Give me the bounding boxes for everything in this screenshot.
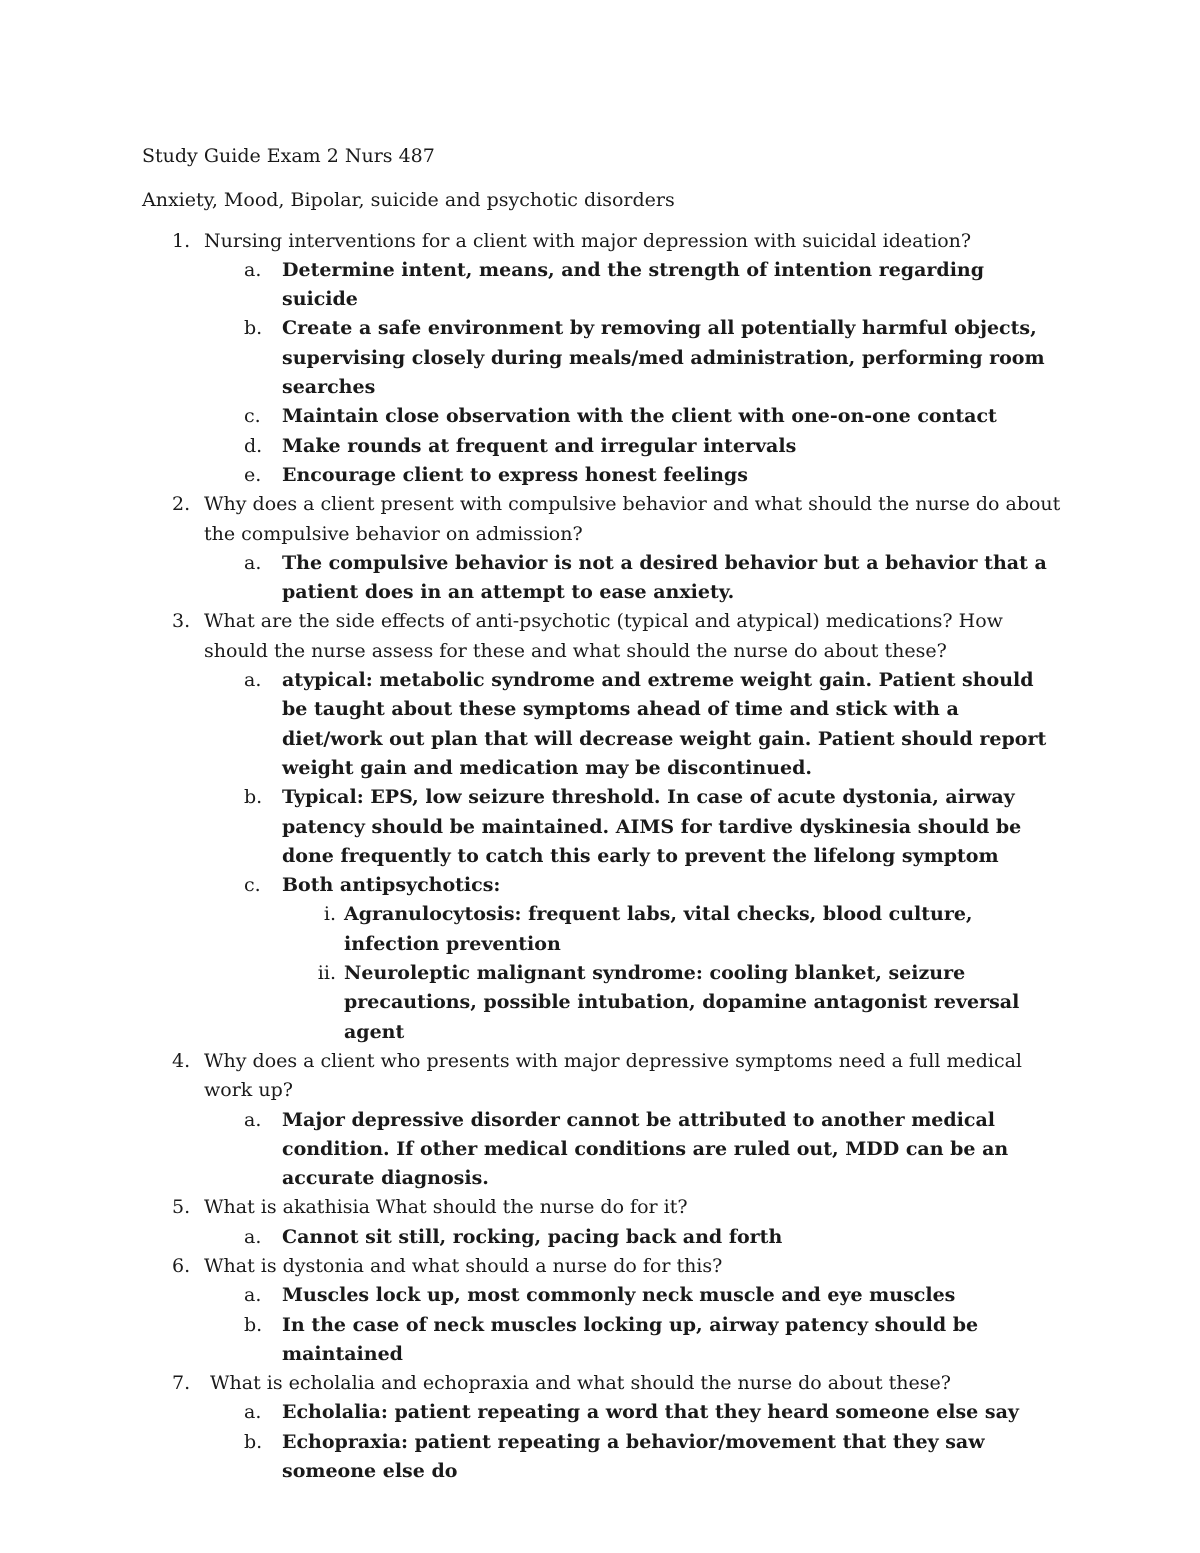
answer-letter: b. <box>244 1313 263 1336</box>
answer-text: Major depressive disorder cannot be attributed to another medical condition. If other medical conditions are ruled out, MDD can be an accurate diagnosis. <box>282 1108 1009 1190</box>
question-number: 2. <box>172 493 191 516</box>
answer-1a <box>142 256 1062 315</box>
answer-text: Agranulocytosis: frequent labs, vital checks, blood culture, infection prevention <box>344 903 973 955</box>
answer-3b <box>142 783 1062 871</box>
answer-text: Determine intent, means, and the strength of intention regarding suicide <box>282 258 985 311</box>
question-2 <box>142 490 1062 549</box>
answer-letter: c. <box>244 874 261 897</box>
question-text: Why does a client who presents with major depressive symptoms need a full medical work up? <box>204 1049 1023 1102</box>
answer-letter: c. <box>244 405 261 428</box>
answer-3a <box>142 666 1062 783</box>
question-text: Why does a client present with compulsive behavior and what should the nurse do about the compulsive behavior on admission? <box>204 493 1061 545</box>
question-1 <box>142 227 1062 256</box>
answer-letter: b. <box>244 317 263 340</box>
answer-4a <box>142 1106 1062 1194</box>
question-4 <box>142 1047 1062 1106</box>
answer-1b <box>142 314 1062 402</box>
answer-text: Make rounds at frequent and irregular intervals <box>282 434 797 457</box>
question-number: 3. <box>172 610 191 633</box>
answer-7b <box>142 1428 1062 1487</box>
question-5 <box>142 1193 1062 1222</box>
question-number: 6. <box>172 1254 191 1277</box>
answer-1c <box>142 402 1062 431</box>
question-number: 5. <box>172 1196 191 1219</box>
answer-roman-numeral: i. <box>323 903 336 926</box>
question-text: Nursing interventions for a client with major depression with suicidal ideation? <box>204 229 972 252</box>
question-6 <box>142 1252 1062 1281</box>
answer-letter: a. <box>244 1108 262 1131</box>
answer-text: Both antipsychotics: <box>282 874 501 897</box>
answer-text: Encourage client to express honest feelings <box>282 463 748 486</box>
answer-7a <box>142 1398 1062 1427</box>
question-text: What is dystonia and what should a nurse do for this? <box>204 1254 723 1277</box>
answer-text: Create a safe environment by removing all potentially harmful objects, supervising closely during meals/med administration, performing room searches <box>282 317 1045 399</box>
answer-3c-i <box>142 900 1062 959</box>
question-7 <box>142 1369 1062 1398</box>
answer-roman-numeral: ii. <box>317 962 336 985</box>
question-text: What is echolalia and echopraxia and what should the nurse do about these? <box>210 1372 951 1395</box>
answer-letter: b. <box>244 786 263 809</box>
answer-letter: a. <box>244 669 262 692</box>
answer-text: Typical: EPS, low seizure threshold. In case of acute dystonia, airway patency should be maintained. AIMS for tardive dyskinesia should be done frequently to catch this early to prevent the lifelong symptom <box>282 786 1022 867</box>
question-number: 1. <box>172 229 191 252</box>
question-number: 4. <box>172 1049 191 1072</box>
answer-text: Muscles lock up, most commonly neck muscle and eye muscles <box>282 1284 956 1307</box>
answer-letter: a. <box>244 551 262 574</box>
answer-5a <box>142 1223 1062 1252</box>
document-page <box>142 142 1062 1486</box>
question-number: 7. <box>172 1372 191 1395</box>
answer-letter: a. <box>244 258 262 281</box>
answer-letter: d. <box>244 434 263 457</box>
answer-text: Echopraxia: patient repeating a behavior/movement that they saw someone else do <box>282 1430 985 1483</box>
answer-text: Cannot sit still, rocking, pacing back and forth <box>282 1225 783 1248</box>
answer-6a <box>142 1281 1062 1310</box>
answer-6b <box>142 1311 1062 1370</box>
answer-text: atypical: metabolic syndrome and extreme weight gain. Patient should be taught about these symptoms ahead of time and stick with a diet/work out plan that will decrease weight gain. Patient should report weight gain and medication may be discontinued. <box>282 669 1047 779</box>
answer-1e <box>142 461 1062 490</box>
document-subtitle: Anxiety, Mood, Bipolar, suicide and psychotic disorders <box>142 189 675 212</box>
answer-letter: e. <box>244 463 262 486</box>
answer-text: Echolalia: patient repeating a word that they heard someone else say <box>282 1401 1019 1424</box>
question-text: What are the side effects of anti-psychotic (typical and atypical) medications? How should the nurse assess for these and what should the nurse do about these? <box>204 610 1003 662</box>
answer-text: Maintain close observation with the client with one-on-one contact <box>282 405 997 428</box>
question-3 <box>142 607 1062 666</box>
answer-2a <box>142 549 1062 608</box>
answer-letter: a. <box>244 1401 262 1424</box>
answer-1d <box>142 432 1062 461</box>
answer-text: In the case of neck muscles locking up, airway patency should be maintained <box>282 1313 979 1365</box>
answer-3c <box>142 871 1062 900</box>
answer-letter: a. <box>244 1225 262 1248</box>
answer-3c-ii <box>142 959 1062 1047</box>
document-title: Study Guide Exam 2 Nurs 487 <box>142 145 435 167</box>
question-text: What is akathisia What should the nurse do for it? <box>204 1196 688 1219</box>
answer-letter: a. <box>244 1284 262 1307</box>
answer-text: Neuroleptic malignant syndrome: cooling blanket, seizure precautions, possible intubation, dopamine antagonist reversal agent <box>344 962 1020 1043</box>
answer-text: The compulsive behavior is not a desired behavior but a behavior that a patient does in an attempt to ease anxiety. <box>282 551 1047 604</box>
answer-letter: b. <box>244 1430 263 1453</box>
